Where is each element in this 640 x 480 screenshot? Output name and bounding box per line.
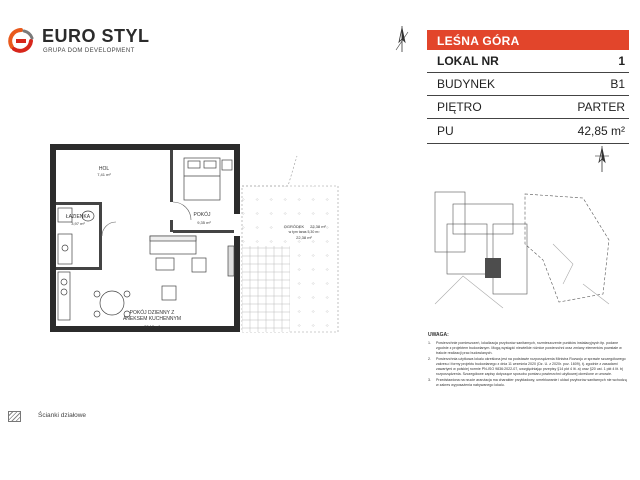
- room-label-bathroom: ŁAZIENKA: [65, 214, 91, 220]
- info-label: PIĘTRO: [437, 100, 482, 114]
- note-item: [428, 378, 628, 388]
- unit-info-panel: [427, 30, 629, 142]
- note-item: [428, 341, 628, 356]
- info-label: BUDYNEK: [437, 77, 496, 91]
- info-label: PU: [437, 123, 454, 138]
- notes-section: [428, 332, 628, 389]
- info-row-usable-area: [427, 119, 629, 142]
- notes-title: UWAGA:: [428, 332, 449, 338]
- note-number: 2.: [428, 357, 431, 361]
- room-label-hol: HOL: [98, 166, 110, 172]
- info-label: LOKAL NR: [437, 54, 499, 68]
- legend-label: Ścianki działowe: [38, 412, 87, 419]
- eurostyl-logo-icon: [8, 28, 34, 54]
- north-compass-icon: [390, 24, 414, 54]
- note-number: 1.: [428, 341, 431, 345]
- north-compass-icon: [590, 144, 614, 174]
- note-text: Przedstawiona na rzucie aranżacja ma charakter przykładowy, umeblowanie i układ przyborów sanitarnych nie wchodzą w zakres wyposażenia nabywanego lokalu.: [436, 378, 627, 387]
- room-area-living: 22,12 m²: [144, 324, 160, 329]
- room-area-bathroom: 3,97 m²: [71, 221, 85, 226]
- logo-name: EURO STYL: [42, 26, 150, 46]
- info-value: 42,85 m²: [577, 123, 625, 138]
- partition-wall-hatch-icon: [8, 411, 21, 422]
- garden-label: OGRÓDEK: [283, 224, 305, 229]
- info-value: 1: [618, 54, 625, 68]
- info-row-building: [427, 73, 629, 96]
- garden-terrace-note: w tym taras 5,30 m²: [288, 230, 320, 234]
- garden-area: [242, 156, 338, 332]
- room-label-bedroom: POKÓJ: [193, 212, 211, 218]
- development-name: LEŚNA GÓRA: [427, 30, 629, 50]
- note-number: 3.: [428, 378, 431, 382]
- room-area-bedroom: 9,35 m²: [197, 220, 211, 225]
- eurostyl-logo: [8, 24, 150, 64]
- info-row-unit-number: [427, 50, 629, 73]
- garden-area-total: 22,38 m²: [296, 235, 312, 240]
- living-room-furniture: [58, 236, 234, 320]
- room-label-living-2: ANEKSEM KUCHENNYM: [122, 316, 182, 322]
- garden-area-value: 22,38 m²: [310, 224, 326, 229]
- logo-subtitle: GRUPA DOM DEVELOPMENT: [43, 48, 135, 54]
- apartment-floor-plan: [42, 136, 362, 346]
- info-row-floor: [427, 96, 629, 119]
- site-plan: [433, 184, 627, 318]
- info-value: PARTER: [577, 100, 625, 114]
- info-value: B1: [610, 77, 625, 91]
- note-text: Powierzchnia użytkowa lokalu określona jest na podstawie rozporządzenia Ministra Rozwoju w sprawie szczegółowego zakresu i formy projektu budowlanego z dnia 11 września 2020 (Dz. U. z 2020r. poz. 1609), tj. zgodnie z zasadami zawartymi w polskiej normie PN-ISO 9836:2022-07, uwzględniając przepisy §14 pkt 4 lit. a) oraz §20 ust. 1 pkt 4 lit. b) rozporządzenia. Szczegółowe zapisy dotyczące sposobu pomiaru powierzchni użytkowej określone w umowie.: [436, 357, 626, 376]
- room-area-hol: 7,41 m²: [97, 172, 111, 177]
- note-text: Powierzchnie pomieszczeń, lokalizacja przyborów sanitarnych, rozmieszczenie punktów instalacyjnych itp. podane zgodnie z projektem budowlanym. Mogą wystąpić niewielkie różnice powierzchni oraz zmiany elementów powstałe w trakcie realizacji prac budowlanych.: [436, 341, 622, 355]
- legend: [8, 410, 128, 424]
- note-item: [428, 357, 628, 377]
- room-label-living-1: POKÓJ DZIENNY Z: [129, 310, 175, 316]
- unit-location-marker: [485, 258, 501, 278]
- bedroom-furniture: [184, 158, 232, 200]
